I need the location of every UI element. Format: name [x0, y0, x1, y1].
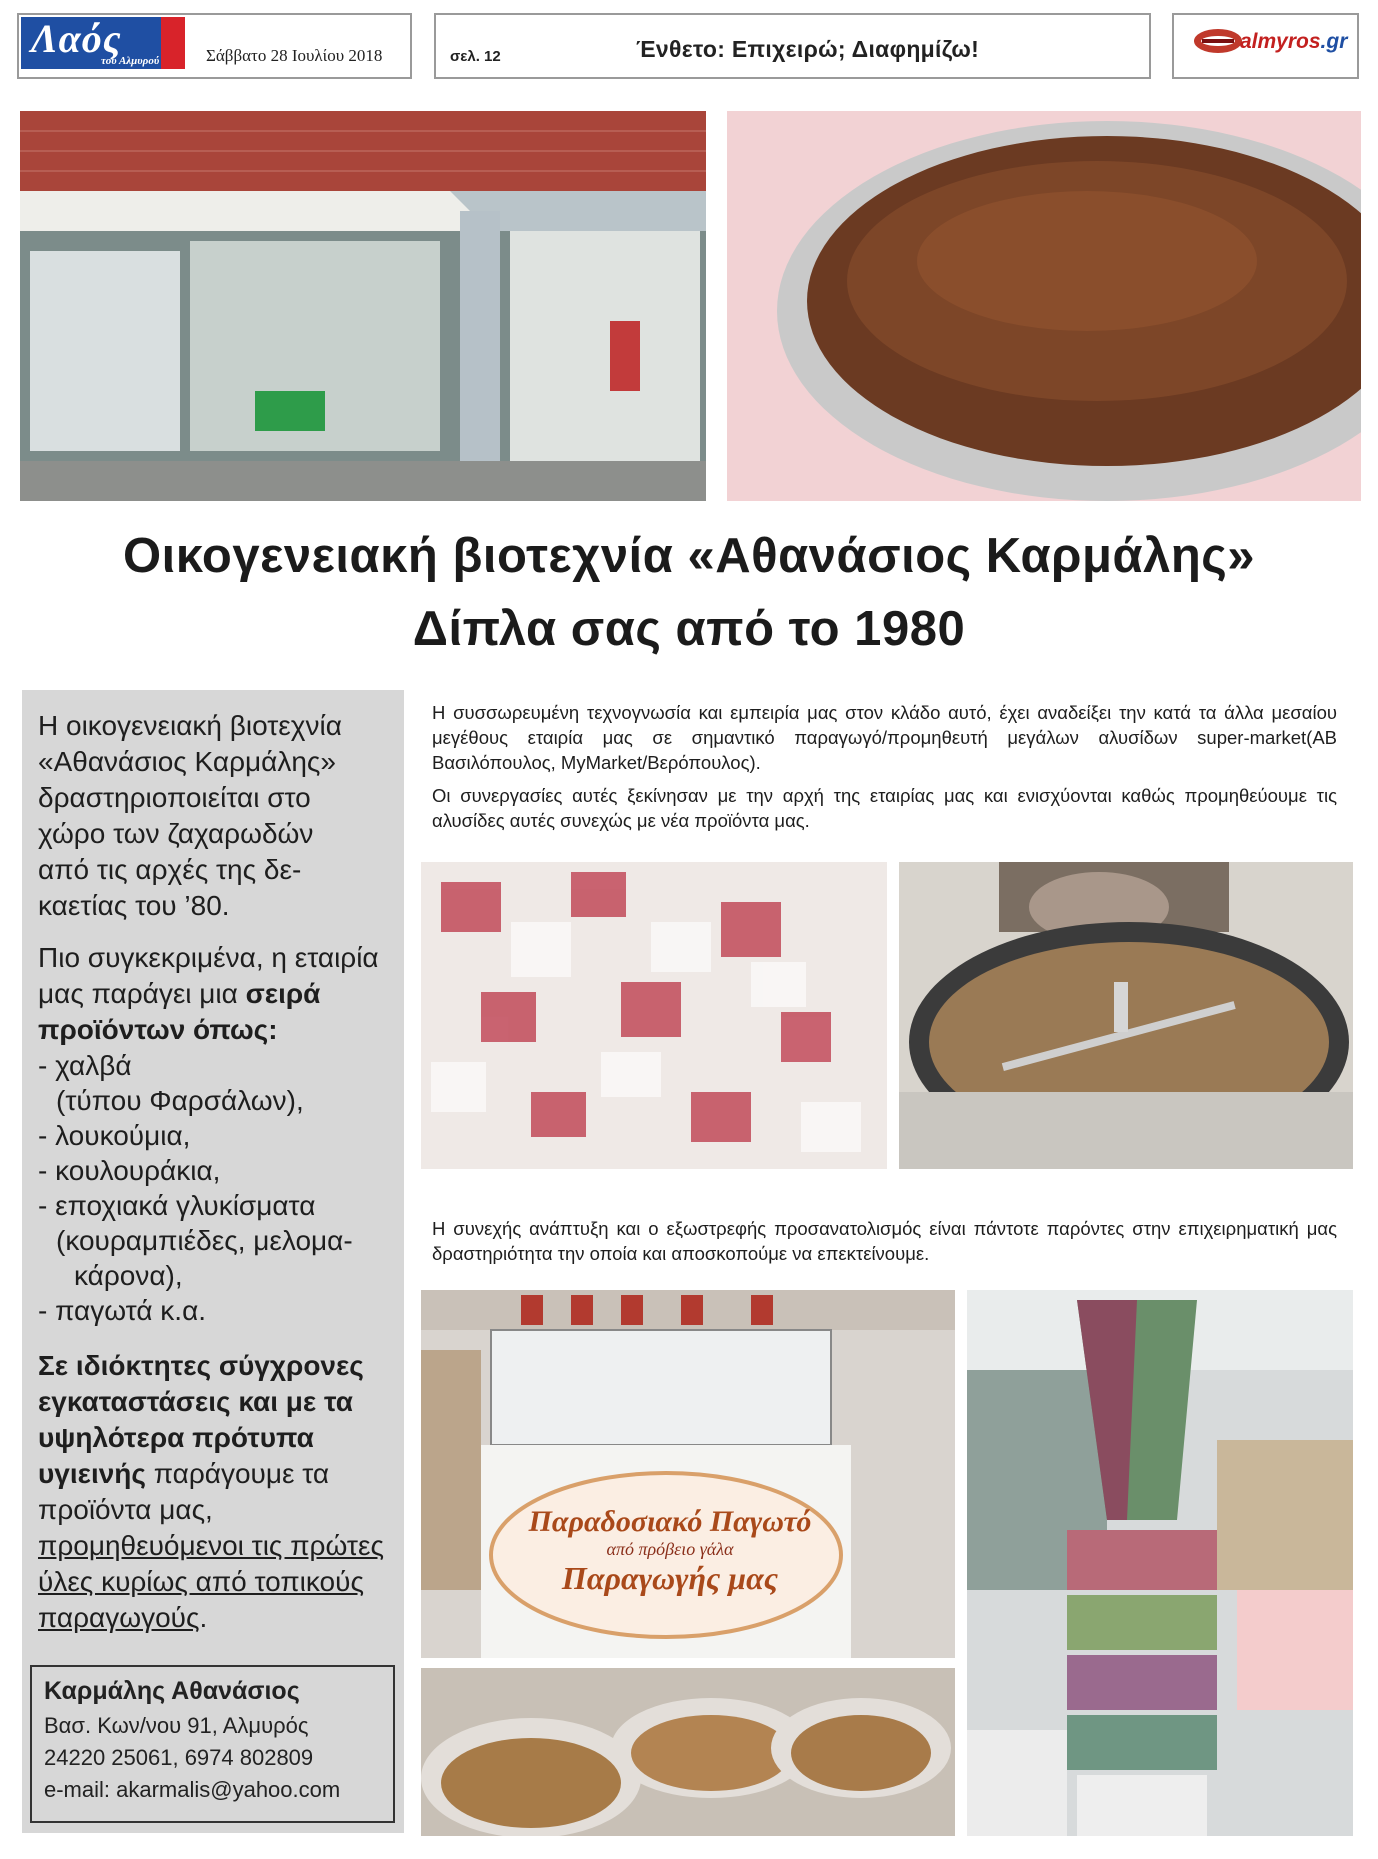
sign-line-3: Παραγωγής μας — [561, 1560, 779, 1596]
list-item: (κουραμπιέδες, μελομα- — [56, 1225, 353, 1256]
list-item: (τύπου Φαρσάλων), — [56, 1085, 304, 1116]
products-intro — [38, 940, 390, 1048]
candy-tower-photo — [967, 1290, 1353, 1836]
products-intro-bold: σειρά προϊόντων όπως: — [38, 978, 321, 1045]
logo-subtitle: του Αλμυρού — [101, 55, 160, 67]
cookies-tray-photo — [421, 1668, 955, 1836]
headline-line-1: Οικογενειακή βιοτεχνία «Αθανάσιος Καρμάλης» — [123, 529, 1255, 583]
contact-phones: 24220 25061, 6974 802809 — [44, 1745, 314, 1770]
issue-date: Σάββατο 28 Ιουλίου 2018 — [206, 46, 383, 65]
list-item: - κουλουράκια, — [38, 1155, 221, 1186]
sidebar-panel — [22, 690, 404, 1833]
body-paragraph-3: Η συνεχής ανάπτυξη και ο εξωστρεφής προσανατολισμός είναι πάντοτε παρόντες στην επιχειρηματική μας δραστηριότητα την οποία και αποσκοπούμε να επεκτείνουμε. — [432, 1218, 1337, 1264]
contact-email[interactable]: e-mail: akarmalis@yahoo.com — [44, 1777, 341, 1802]
contact-address: Βασ. Κων/νου 91, Αλμυρός — [44, 1713, 309, 1738]
contact-box — [30, 1665, 395, 1823]
roaster-photo — [899, 862, 1353, 1169]
sidebar-intro — [38, 708, 390, 924]
body-text-middle — [432, 1216, 1337, 1274]
sidebar-intro-line: Η οικογενειακή βιοτεχνία — [38, 710, 342, 741]
body-text-top — [432, 700, 1337, 841]
sign-line-1: Παραδοσιακό Παγωτό — [528, 1505, 812, 1538]
storefront-photo — [20, 111, 706, 501]
facilities-underline: προμηθευόμενοι τις πρώτες ύλες κυρίως από τοπικούς παραγωγούς — [38, 1530, 384, 1633]
products-intro-text: Πιο συγκεκριμένα, η εταιρία μας παράγει μια — [38, 942, 379, 1009]
sign-line-2: από πρόβειο γάλα — [606, 1539, 734, 1559]
list-item: κάρονα), — [74, 1260, 183, 1291]
site-logo-text — [1240, 30, 1347, 54]
sidebar-intro-line: δραστηριοποιείται στο — [38, 782, 311, 813]
site-logo-tld: .gr — [1320, 30, 1348, 53]
contact-name: Καρμάλης Αθανάσιος — [44, 1677, 300, 1705]
sidebar-text — [38, 708, 390, 1652]
halva-tray-photo — [727, 111, 1361, 501]
list-item: - χαλβά — [38, 1050, 132, 1081]
newspaper-logo[interactable] — [21, 17, 185, 69]
product-list — [38, 1048, 390, 1328]
facilities-end: . — [199, 1602, 208, 1633]
logo-title: Λαός — [31, 16, 122, 61]
site-logo-name: almyros — [1240, 30, 1321, 53]
logo-accent — [161, 17, 185, 69]
facilities-mid: παράγουμε τα προϊόντα μας, — [38, 1458, 330, 1525]
sidebar-intro-line: από τις αρχές της δε- — [38, 854, 302, 885]
facilities-paragraph — [38, 1348, 390, 1636]
list-item: - εποχιακά γλυκίσματα — [38, 1190, 316, 1221]
list-item: - λουκούμια, — [38, 1120, 191, 1151]
body-paragraph-2: Οι συνεργασίες αυτές ξεκίνησαν με την αρχή της εταιρίας μας και ενισχύονται καθώς προμηθεύουμε τις αλυσίδες αυτές συνεχώς με νέα προϊόντα μας. — [432, 785, 1337, 831]
page-number: σελ. 12 — [450, 48, 501, 65]
ice-cream-display-photo — [421, 1290, 955, 1658]
list-item: - παγωτά κ.α. — [38, 1295, 207, 1326]
facilities-bold: Σε ιδιόκτητες σύγχρονες εγκαταστάσεις και με τα υψηλότερα πρότυπα υγιεινής — [38, 1350, 364, 1489]
body-paragraph-1: Η συσσωρευμένη τεχνογνωσία και εμπειρία μας στον κλάδο αυτό, έχει αναδείξει την κατά τα άλλα μεσαίου μεγέθους εταιρία μας σε σημαντικό παραγωγό/προμηθευτή μεγάλων αλυσίδων super-market(ΑΒ Βασιλόπουλος, MyMarket/Βερόπουλος). — [432, 702, 1337, 773]
sidebar-intro-line: «Αθανάσιος Καρμάλης» — [38, 746, 336, 777]
mouth-logo-icon — [1192, 26, 1244, 56]
ice-cream-sign — [520, 1505, 820, 1597]
sidebar-intro-line: καετίας του ’80. — [38, 890, 230, 921]
insert-title: Ένθετο: Επιχειρώ; Διαφημίζω! — [636, 36, 980, 62]
loukoumi-photo — [421, 862, 887, 1169]
headline-line-2: Δίπλα σας από το 1980 — [412, 602, 966, 656]
sidebar-intro-line: χώρο των ζαχαρωδών — [38, 818, 314, 849]
